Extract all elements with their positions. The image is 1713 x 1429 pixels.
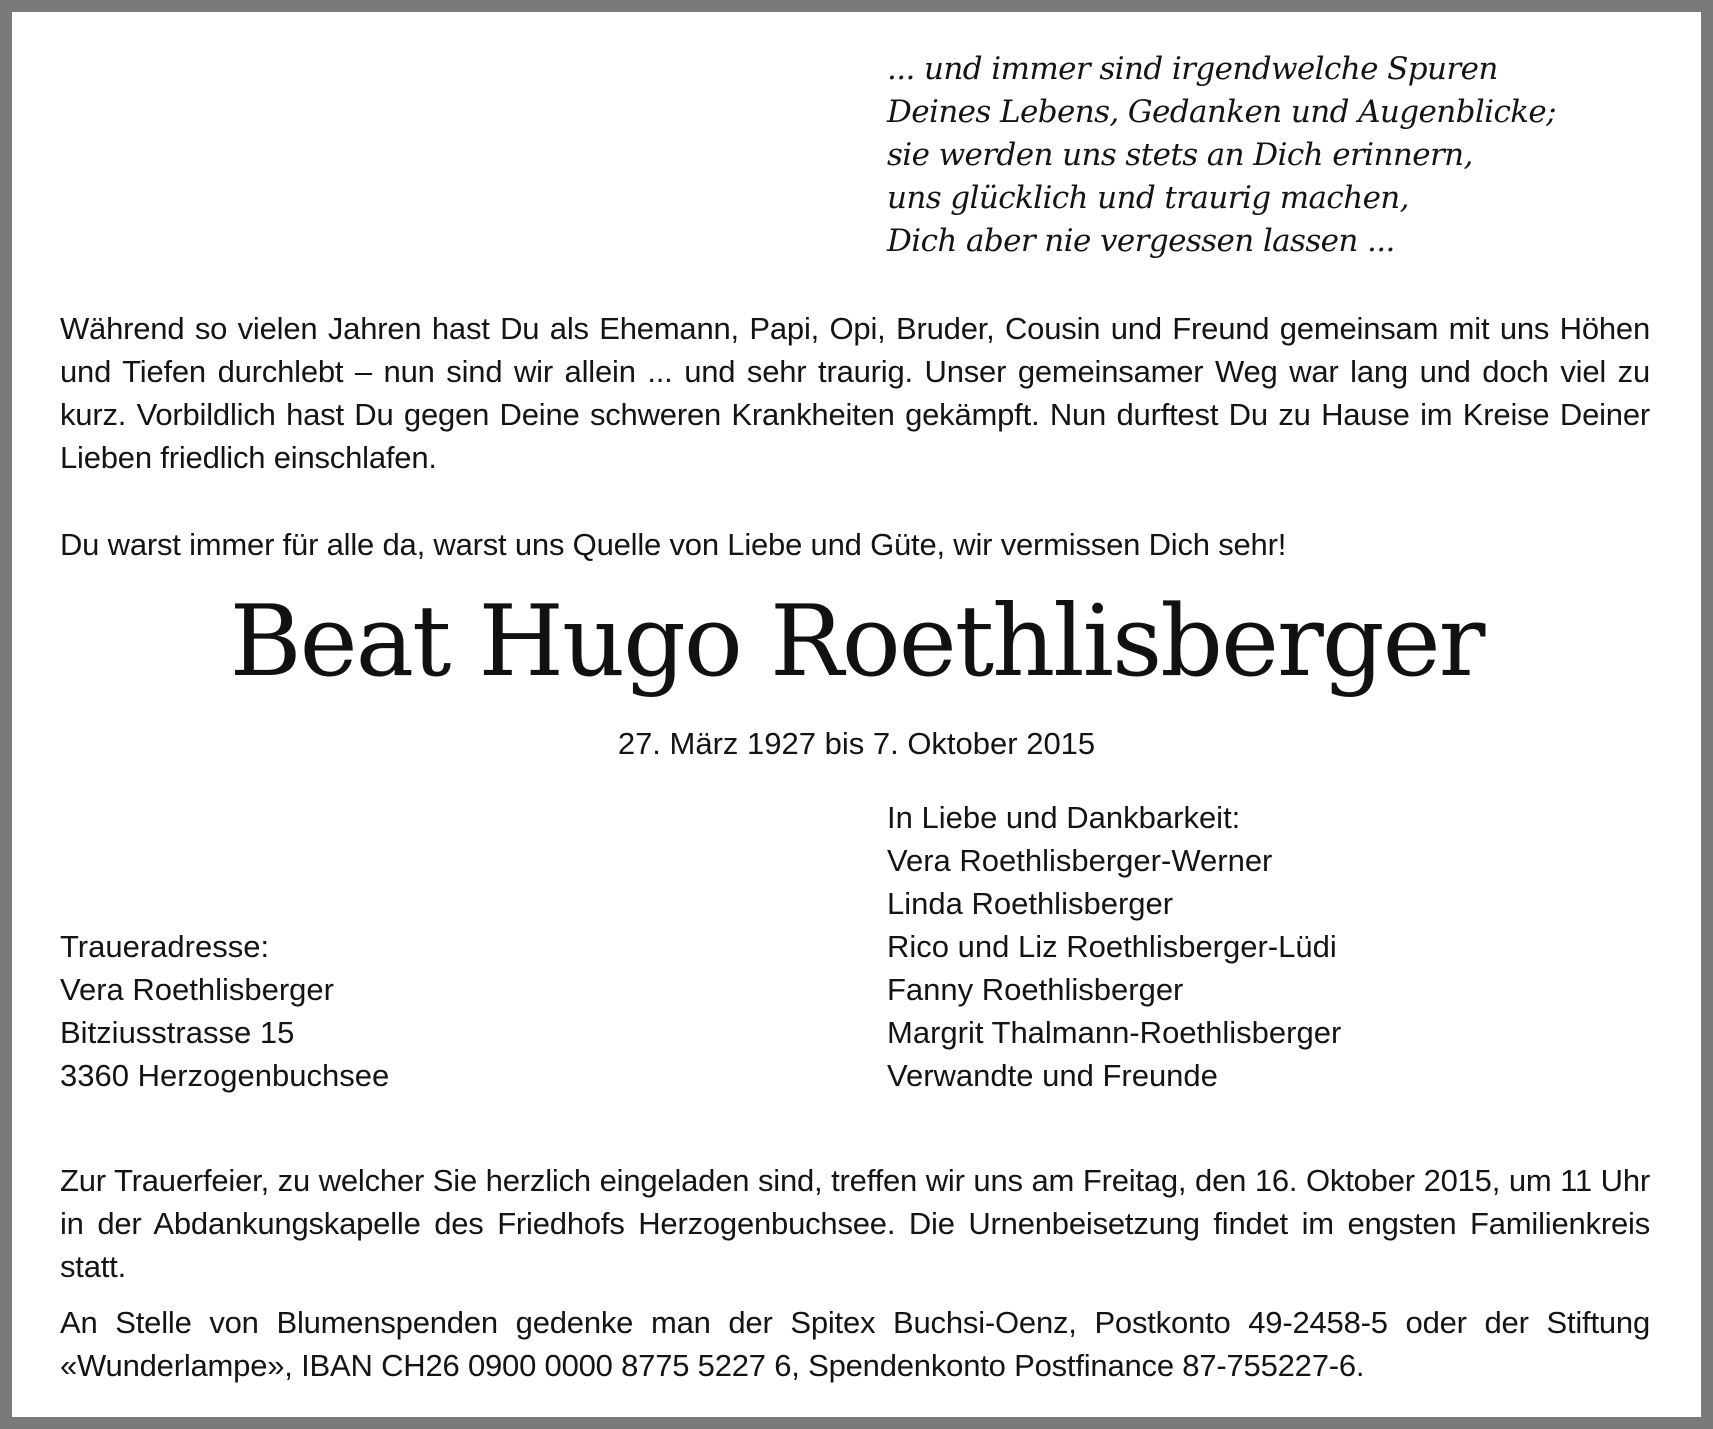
deceased-name: Beat Hugo Roethlisberger	[229, 585, 1484, 699]
mourning-address	[60, 925, 389, 1097]
ceremony-paragraph: Zur Trauerfeier, zu welcher Sie herzlich eingeladen sind, treffen wir uns am Freitag, den 16. Oktober 2015, um 11 Uhr in der Abdankungskapelle des Friedhofs Herzogenbuchsee. Die Urnenbeisetzung findet im engsten Familienkreis statt.	[60, 1163, 1650, 1284]
obituary-notice	[12, 12, 1701, 1417]
poem-line: Dich aber nie vergessen lassen ...	[887, 223, 1395, 259]
address-city: 3360 Herzogenbuchsee	[60, 1058, 390, 1093]
family-list	[887, 796, 1341, 1097]
family-member: Margrit Thalmann-Roethlisberger	[887, 1015, 1342, 1050]
donation-paragraph: An Stelle von Blumenspenden gedenke man der Spitex Buchsi-Oenz, Postkonto 49-2458-5 oder der Stiftung «Wunderlampe», IBAN CH26 0900 0000 8775 5227 6, Spendenkonto Postfinance 87-755227-6.	[60, 1305, 1650, 1383]
family-member: Vera Roethlisberger-Werner	[887, 843, 1273, 878]
address-heading: Traueradresse:	[60, 929, 270, 964]
address-street: Bitziusstrasse 15	[60, 1015, 295, 1050]
poem-line: sie werden uns stets an Dich erinnern,	[887, 137, 1473, 173]
poem	[887, 48, 1667, 263]
family-member: Fanny Roethlisberger	[887, 972, 1184, 1007]
poem-line: uns glücklich und traurig machen,	[887, 180, 1409, 216]
intro-paragraph: Während so vielen Jahren hast Du als Ehemann, Papi, Opi, Bruder, Cousin und Freund gemeinsam mit uns Höhen und Tiefen durchlebt – nun sind wir allein ... und sehr traurig. Unser gemeinsamer Weg war lang und doch viel zu kurz. Vorbildlich hast Du gegen Deine schweren Krankheiten gekämpft. Nun durftest Du zu Hause im Kreise Deiner Lieben friedlich einschlafen.	[60, 311, 1650, 475]
tribute-line: Du warst immer für alle da, warst uns Quelle von Liebe und Güte, wir vermissen Dich sehr!	[60, 527, 1287, 562]
family-member: Rico und Liz Roethlisberger-Lüdi	[887, 929, 1337, 964]
life-dates: 27. März 1927 bis 7. Oktober 2015	[617, 726, 1096, 761]
poem-line: ... und immer sind irgendwelche Spuren	[887, 51, 1498, 87]
family-heading: In Liebe und Dankbarkeit:	[887, 800, 1241, 835]
address-name: Vera Roethlisberger	[60, 972, 334, 1007]
family-member: Linda Roethlisberger	[887, 886, 1174, 921]
poem-line: Deines Lebens, Gedanken und Augenblicke;	[887, 94, 1556, 130]
family-member: Verwandte und Freunde	[887, 1058, 1218, 1093]
